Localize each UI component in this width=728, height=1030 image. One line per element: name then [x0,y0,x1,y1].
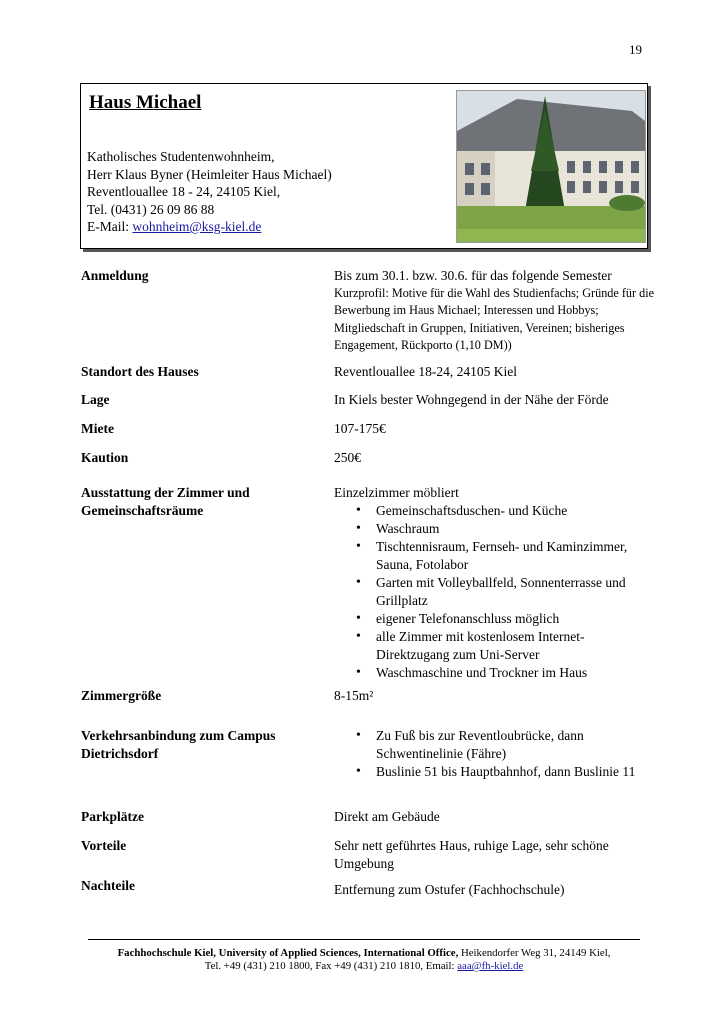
row-value: 107-175€ [334,421,386,436]
row-label: Lage [81,392,110,407]
row-label: Vorteile [81,838,127,853]
list-item: • Buslinie 51 bis Hauptbahnhof, dann Buslinie 11 [334,763,654,781]
footer-line-1 [88,947,640,960]
row-value-note: Kurzprofil: Motive für die Wahl des Studienfachs; Gründe für die Bewerbung im Haus Michael; Interessen und Hobbys; Mitgliedschaft in Gruppen, Initiativen, Vereinen; bisheriges Engagement, Rückporto (1,10 DM)) [334,285,654,352]
feature-list [334,502,654,682]
row-label: Verkehrsanbindung zum Campus Dietrichsdorf [81,728,276,761]
building-photo [456,90,646,243]
footer-email-link[interactable]: aaa@fh-kiel.de [457,960,524,972]
list-item: • eigener Telefonanschluss möglich [334,610,654,628]
row-label: Miete [81,421,114,436]
residence-title: Haus Michael [89,92,202,113]
row-label: Standort des Hauses [81,364,199,379]
footer-divider [88,939,640,940]
footer-org: Fachhochschule Kiel, University of Applied Sciences, International Office, [117,947,459,959]
list-item: • Waschraum [334,520,654,538]
footer-address: Heikendorfer Weg 31, 24149 Kiel, [458,947,611,959]
row-value: Reventlouallee 18-24, 24105 Kiel [334,364,517,379]
list-item: • Tischtennisraum, Fernseh- und Kaminzimmer, Sauna, Fotolabor [334,538,654,574]
email-prefix: E-Mail: [87,219,133,234]
row-label: Zimmergröße [81,688,162,703]
contact-line: Katholisches Studentenwohnheim, [87,149,275,164]
row-value [334,484,654,682]
row-label: Anmeldung [81,268,149,283]
contact-block [87,148,332,236]
row-value: Direkt am Gebäude [334,809,440,824]
email-link[interactable]: wohnheim@ksg-kiel.de [132,219,262,234]
list-item: • Gemeinschaftsduschen- und Küche [334,502,654,520]
row-value: 8-15m² [334,688,374,703]
contact-line: Tel. (0431) 26 09 86 88 [87,201,215,217]
row-label: Parkplätze [81,809,144,824]
row-value-main: Bis zum 30.1. bzw. 30.6. für das folgende Semester [334,268,612,283]
row-value [334,267,654,355]
list-item: • Zu Fuß bis zur Reventloubrücke, dann Schwentinelinie (Fähre) [334,727,654,763]
page-number: 19 [629,42,642,57]
row-value: Sehr nett geführtes Haus, ruhige Lage, sehr schöne Umgebung [334,838,609,871]
list-item: • Garten mit Volleyballfeld, Sonnenterrasse und Grillplatz [334,574,654,610]
row-value-main: Einzelzimmer möbliert [334,485,459,500]
row-value [334,727,654,781]
contact-line: Reventlouallee 18 - 24, 24105 Kiel, [87,184,281,199]
row-label: Ausstattung der Zimmer und Gemeinschaftsräume [81,485,250,518]
row-label: Nachteile [81,878,135,893]
transport-list [334,727,654,781]
row-value: Entfernung zum Ostufer (Fachhochschule) [334,882,565,897]
footer-contact: Tel. +49 (431) 210 1800, Fax +49 (431) 210 1810, Email: [204,960,458,972]
contact-line: Herr Klaus Byner (Heimleiter Haus Michael) [87,166,332,182]
list-item: • Waschmaschine und Trockner im Haus [334,664,654,682]
footer-line-2 [88,960,640,973]
row-value: 250€ [334,450,361,465]
row-label: Kaution [81,450,129,465]
email-line [87,218,332,236]
row-value: In Kiels bester Wohngegend in der Nähe der Förde [334,392,609,407]
header-box [80,83,648,249]
list-item: • alle Zimmer mit kostenlosem Internet-Direktzugang zum Uni-Server [334,628,654,664]
